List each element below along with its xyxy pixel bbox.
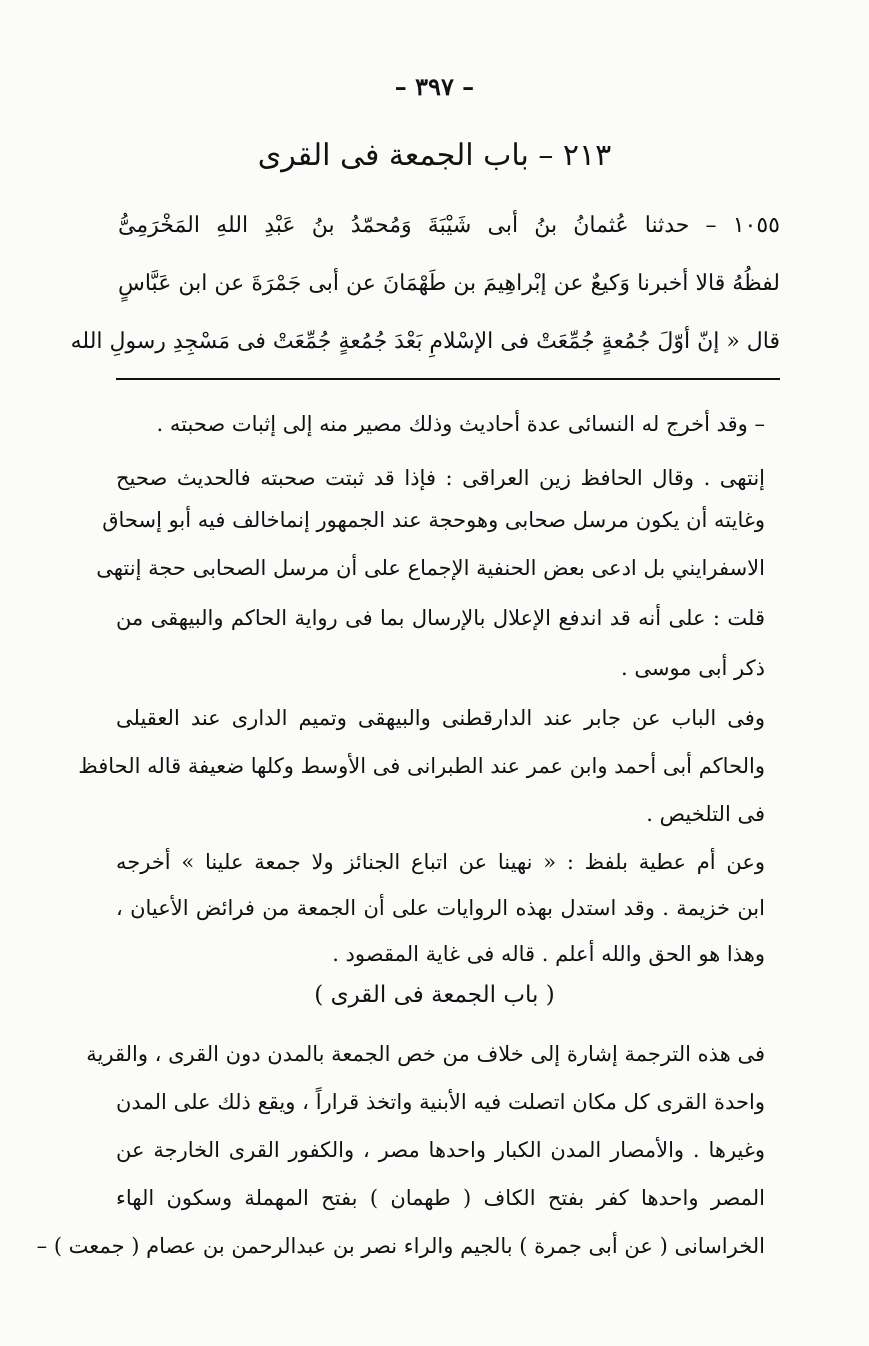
commentary-line: والحاكم أبى أحمد وابن عمر عند الطبرانى فى الأوسط وكلها ضعيفة قاله الحافظ [78, 754, 765, 778]
commentary-line: الخراسانى ( عن أبى جمرة ) بالجيم والراء نصر بن عبدالرحمن بن عصام ( جمعت ) – [36, 1234, 765, 1258]
commentary-line: وهذا هو الحق والله أعلم . قاله فى غاية المقصود . [332, 942, 765, 966]
commentary-line: ذكر أبى موسى . [620, 656, 765, 680]
commentary-line: وغيرها . والأمصار المدن الكبار واحدها مصر ، والكفور القرى الخارجة عن [116, 1138, 765, 1162]
section-subheading: ( باب الجمعة فى القرى ) [314, 982, 555, 1008]
commentary-line: وعن أم عطية بلفظ : « نهينا عن اتباع الجنائز ولا جمعة علينا » أخرجه [116, 850, 765, 874]
commentary-line: فى التلخيص . [646, 802, 765, 826]
hadith-line: قال « إنّ أوّلَ جُمُعةٍ جُمِّعَتْ فى الإسْلامِ بَعْدَ جُمُعةٍ جُمِّعَتْ فى مَسْجِدِ رسولِ الله [70, 329, 780, 354]
commentary-line: المصر واحدها كفر بفتح الكاف ( طهمان ) بفتح المهملة وسكون الهاء [116, 1186, 765, 1210]
commentary-line: وفى الباب عن جابر عند الدارقطنى والبيهقى وتميم الدارى عند العقيلى [116, 706, 765, 730]
commentary-line: إنتهى . وقال الحافظ زين العراقى : فإذا قد ثبتت صحبته فالحديث صحيح [116, 466, 765, 490]
commentary-line: واحدة القرى كل مكان اتصلت فيه الأبنية واتخذ قراراً ، ويقع ذلك على المدن [116, 1090, 765, 1114]
separator-rule [116, 378, 780, 380]
chapter-title: ٢١٣ – باب الجمعة فى القرى [257, 138, 612, 173]
page-number: – ٣٩٧ – [394, 72, 475, 101]
commentary-line: قلت : على أنه قد اندفع الإعلال بالإرسال بما فى رواية الحاكم والبيهقى من [116, 606, 765, 630]
commentary-line: وغايته أن يكون مرسل صحابى وهوحجة عند الجمهور إنماخالف فيه أبو إسحاق [102, 508, 765, 532]
hadith-line: لفظُهُ قالا أخبرنا وَكيعٌ عن إبْراهِيمَ بن طَهْمَانَ عن أبى جَمْرَةَ عن ابن عَبَّاسٍ [118, 271, 780, 296]
commentary-line: ابن خزيمة . وقد استدل بهذه الروايات على أن الجمعة من فرائض الأعيان ، [116, 896, 765, 920]
commentary-line: الاسفرايني بل ادعى بعض الحنفية الإجماع على أن مرسل الصحابى حجة إنتهى [96, 556, 765, 580]
commentary-line: فى هذه الترجمة إشارة إلى خلاف من خص الجمعة بالمدن دون القرى ، والقرية [86, 1042, 765, 1066]
commentary-line: – وقد أخرج له النسائى عدة أحاديث وذلك مصير منه إلى إثبات صحبته . [156, 412, 765, 436]
hadith-line: ١٠٥٥ – حدثنا عُثمانُ بنُ أبى شَيْبَةَ وَمُحمّدُ بنُ عَبْدِ اللهِ المَخْرَمِىُّ [118, 213, 780, 238]
